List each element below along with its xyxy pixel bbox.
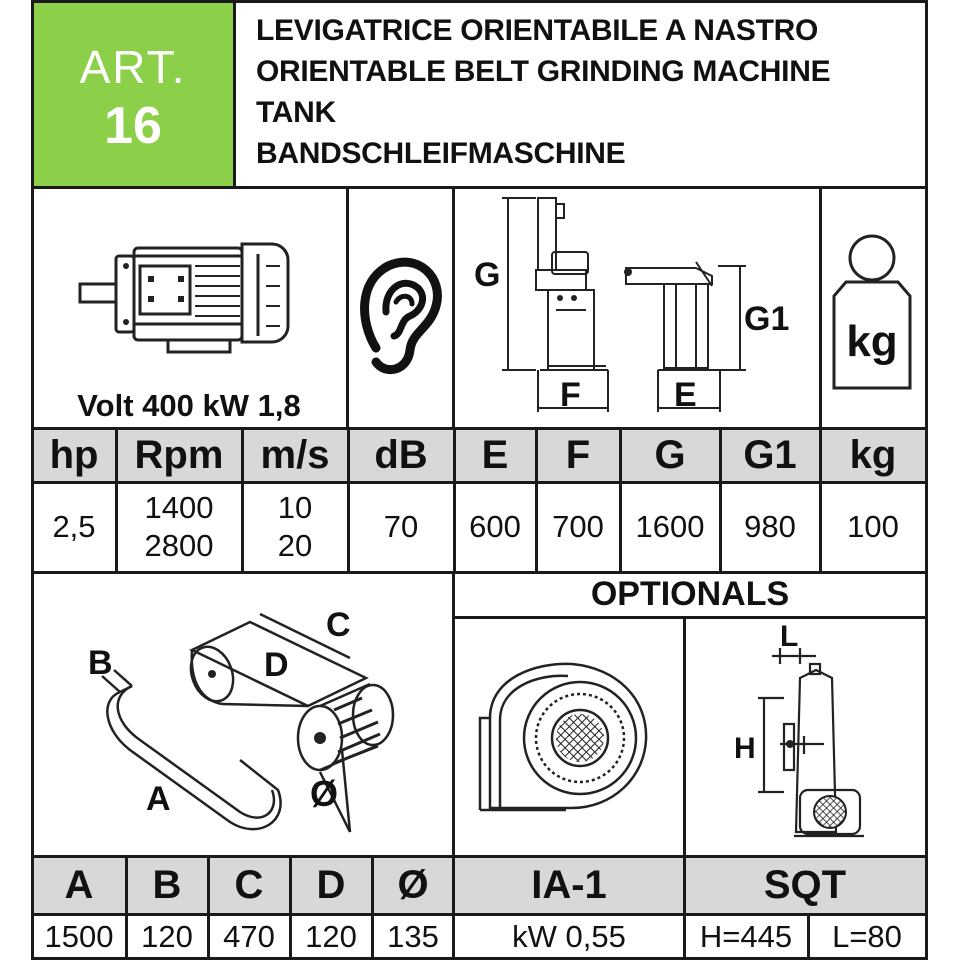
dust-extractor-icon [476,658,656,818]
grid-line [371,856,374,960]
belt-header-cell: Ø [372,856,454,914]
title-german: BANDSCHLEIFMASCHINE [256,137,626,170]
grid-line [453,616,928,619]
grid-line [241,428,244,572]
spec-value-cell [242,482,348,572]
grid-line [233,0,236,187]
grid-line [32,855,928,858]
grid-line [347,428,350,572]
dimension-label-f: F [560,376,581,414]
grid-line [125,856,128,960]
grid-line [207,856,210,960]
belt-value-cell: 135 [387,919,439,954]
title-italian: LEVIGATRICE ORIENTABILE A NASTRO [256,14,819,47]
belt-header-cell: B [126,856,208,914]
belt-label-c: C [326,606,351,644]
belt-value-cell: 1500 [44,919,114,954]
sqt-header: SQT [684,856,926,914]
grid-line [32,913,928,916]
grid-line [32,427,928,430]
electric-motor-icon [70,226,300,361]
optionals-title: OPTIONALS [590,574,790,613]
dimension-label-g: G [474,256,501,294]
spec-header-cell: F [536,428,620,482]
weight-kg-icon [830,234,914,392]
ear-icon [356,252,446,382]
machine-dimensions-icon [456,190,818,426]
spec-value-line: 700 [552,509,604,544]
support-label-h: H [734,732,756,765]
belt-label-diameter: Ø [310,773,339,814]
grid-line [32,481,928,484]
grid-line [683,856,686,960]
article-number: 16 [104,97,162,155]
title-english: ORIENTABLE BELT GRINDING MACHINE [256,55,831,88]
grid-line [535,428,538,572]
title-model: TANK [256,96,336,129]
spec-value-cell [32,482,116,572]
support-stand-icon [724,620,884,850]
grid-line [619,428,622,572]
belt-value-cell: 120 [141,919,193,954]
spec-value-cell [348,482,454,572]
spec-value-line: 2800 [144,528,214,563]
grid-line [452,856,455,960]
spec-value-cell [454,482,536,572]
grid-line [31,0,34,960]
belt-label-a: A [146,780,171,818]
grid-line [819,186,822,428]
support-label-l: L [780,620,799,653]
spec-value-line: 70 [383,509,419,544]
spec-value-line: 980 [744,509,796,544]
spec-value-cell [620,482,720,572]
spec-value-line: 20 [277,528,313,563]
spec-header-cell: G1 [720,428,820,482]
belt-header-cell: A [32,856,126,914]
article-badge [32,0,234,186]
spec-header-cell: dB [348,428,454,482]
ia1-header: IA-1 [454,856,684,914]
spec-value-cell [536,482,620,572]
spec-header-cell: m/s [242,428,348,482]
spec-value-line: 10 [277,490,313,525]
belt-header-cell: C [208,856,290,914]
grid-line [32,571,928,574]
spec-value-line: 100 [847,509,899,544]
title-block [256,10,946,174]
ia1-value: kW 0,55 [512,919,626,954]
grid-line [289,856,292,960]
belt-label-d: D [264,646,289,684]
motor-caption: Volt 400 kW 1,8 [77,388,301,423]
sqt-value-l: L=80 [832,919,902,954]
spec-header-cell: Rpm [116,428,242,482]
spec-value-cell [116,482,242,572]
grid-line [453,428,456,572]
grid-line [819,428,822,572]
belt-and-rollers-icon [80,600,410,840]
belt-header-cell: D [290,856,372,914]
belt-label-b: B [88,644,113,682]
dimension-label-g1: G1 [744,300,790,338]
sqt-value-h: H=445 [699,919,793,954]
spec-header-cell: G [620,428,720,482]
grid-line [807,914,810,960]
grid-line [719,428,722,572]
grid-line [115,428,118,572]
belt-value-cell: 120 [305,919,357,954]
spec-value-line: 600 [469,509,521,544]
spec-header-cell: kg [820,428,926,482]
article-label: ART. [79,41,187,93]
weight-icon-label: kg [846,317,898,366]
belt-value-cell: 470 [223,919,275,954]
spec-value-line: 2,5 [52,509,96,544]
grid-line [32,0,928,3]
dimension-label-e: E [674,376,697,414]
grid-line [32,186,928,189]
grid-line [346,186,349,428]
grid-line [683,616,686,858]
spec-value-line: 1400 [144,490,214,525]
grid-line [452,186,455,428]
grid-line [452,572,455,858]
grid-line [925,0,928,960]
spec-value-cell [720,482,820,572]
spec-value-line: 1600 [635,509,705,544]
spec-header-cell: hp [32,428,116,482]
spec-value-cell [820,482,926,572]
spec-header-cell: E [454,428,536,482]
